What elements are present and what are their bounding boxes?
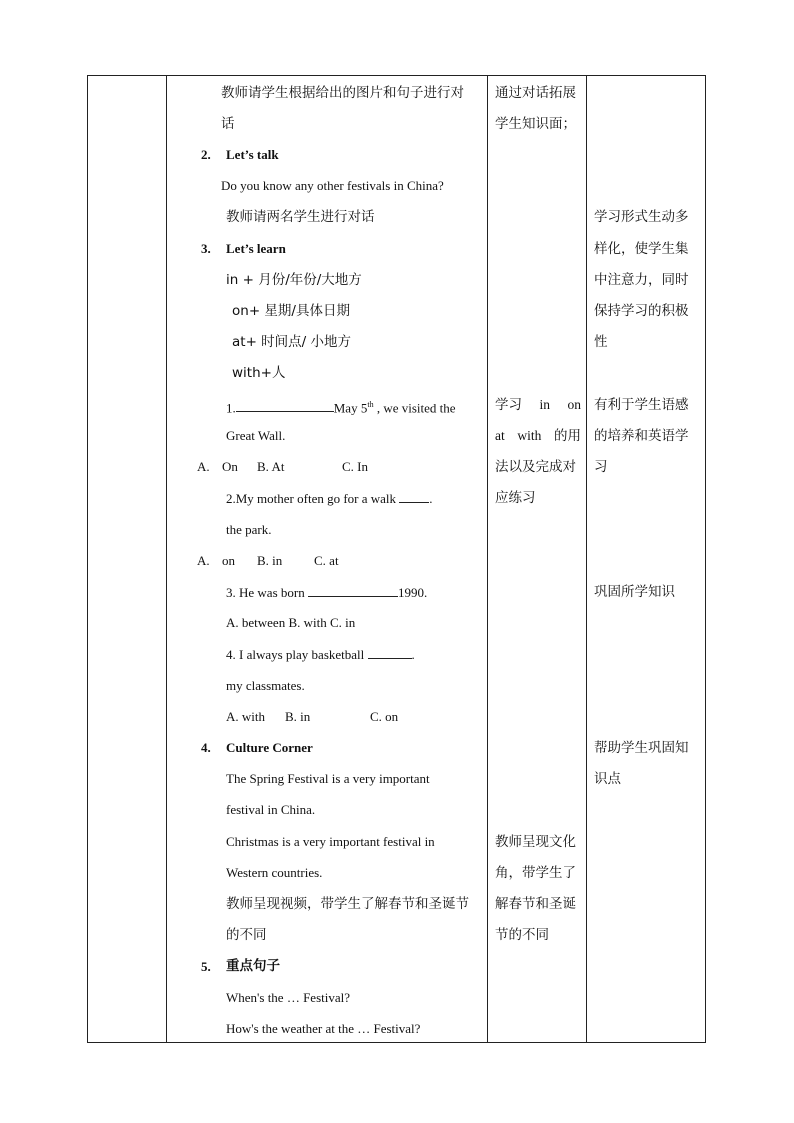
exercise-4-option-c: C. on <box>370 709 399 724</box>
column-divider-2 <box>487 75 488 1043</box>
section-5-number: 5. <box>201 959 211 974</box>
exercise-1-option-a: On <box>222 459 238 474</box>
exercise-2-line-2: the park. <box>226 522 272 537</box>
culture-line-5: 教师呈现视频，带学生了解春节和圣诞节 <box>226 896 469 912</box>
key-sentence-1: When's the … Festival? <box>226 990 351 1005</box>
key-sentence-2: How's the weather at the … Festival? <box>226 1021 421 1036</box>
answer-blank-2 <box>399 490 429 503</box>
exercise-4-option-a: A. with <box>226 709 265 724</box>
exercise-2-option-a-letter: A. <box>197 553 210 568</box>
purpose-c-line-4: 节的不同 <box>495 927 549 943</box>
talk-note: 教师请两名学生进行对话 <box>226 209 375 225</box>
rule-in: in + 月份/年份/大地方 <box>226 272 362 288</box>
purpose-c-line-2: 角，带学生了 <box>495 865 576 881</box>
exercise-2-option-c: C. at <box>314 553 339 568</box>
purpose-a-line-1: 通过对话拓展 <box>495 85 576 101</box>
exercise-1-option-c: C. In <box>342 459 368 474</box>
purpose-c-line-1: 教师呈现文化 <box>495 834 576 850</box>
section-2-title: Let’s talk <box>226 147 279 162</box>
purpose-b-line-4: 应练习 <box>495 490 536 506</box>
rule-at: at+ 时间点/ 小地方 <box>232 334 352 350</box>
intent-c-line-1: 巩固所学知识 <box>594 584 675 600</box>
exercise-3: 3. He was born 1990. <box>226 585 428 600</box>
exercise-2-option-b: B. in <box>257 553 283 568</box>
intent-d-line-1: 帮助学生巩固知 <box>594 740 689 756</box>
intro-line-1: 教师请学生根据给出的图片和句子进行对 <box>221 85 464 101</box>
column-divider-3 <box>586 75 587 1043</box>
answer-blank-3 <box>308 584 398 597</box>
intent-a-line-3: 中注意力，同时 <box>594 272 689 288</box>
intent-a-line-4: 保持学习的积极 <box>594 303 689 319</box>
intro-line-2: 话 <box>221 116 235 132</box>
culture-line-4: Western countries. <box>226 865 323 880</box>
purpose-c-line-3: 解春节和圣诞 <box>495 896 576 912</box>
intent-a-line-1: 学习形式生动多 <box>594 209 689 225</box>
answer-blank-1 <box>236 399 334 412</box>
intent-b-line-2: 的培养和英语学 <box>594 428 689 444</box>
exercise-1-option-a-letter: A. <box>197 459 210 474</box>
exercise-2-option-a: on <box>222 553 235 568</box>
exercise-1-line-2: Great Wall. <box>226 428 286 443</box>
culture-line-2: festival in China. <box>226 802 316 817</box>
section-5-title: 重点句子 <box>226 958 280 974</box>
answer-blank-4 <box>368 646 412 659</box>
purpose-a-line-2: 学生知识面； <box>495 116 576 132</box>
talk-question: Do you know any other festivals in China? <box>221 178 444 193</box>
section-3-number: 3. <box>201 241 211 256</box>
exercise-2: 2.My mother often go for a walk . <box>226 491 433 506</box>
section-4-title: Culture Corner <box>226 740 313 755</box>
culture-line-3: Christmas is a very important festival in <box>226 834 435 849</box>
intent-a-line-5: 性 <box>594 334 608 350</box>
exercise-3-options: A. between B. with C. in <box>226 615 356 630</box>
intent-b-line-1: 有利于学生语感 <box>594 397 689 413</box>
exercise-4-line-2: my classmates. <box>226 678 305 693</box>
culture-line-1: The Spring Festival is a very important <box>226 771 430 786</box>
column-divider-1 <box>166 75 167 1043</box>
section-2-number: 2. <box>201 147 211 162</box>
exercise-1: 1. May 5th , we visited the <box>226 400 456 416</box>
purpose-b-line-2: at with 的用 <box>495 428 581 444</box>
intent-a-line-2: 样化，使学生集 <box>594 241 689 257</box>
exercise-4-option-b: B. in <box>285 709 311 724</box>
section-3-title: Let’s learn <box>226 241 286 256</box>
culture-line-6: 的不同 <box>226 927 267 943</box>
exercise-1-option-b: B. At <box>257 459 285 474</box>
section-4-number: 4. <box>201 740 211 755</box>
purpose-b-line-1: 学习 in on <box>495 397 581 413</box>
purpose-b-line-3: 法以及完成对 <box>495 459 576 475</box>
rule-with: with+人 <box>232 365 286 381</box>
intent-d-line-2: 识点 <box>594 771 621 787</box>
rule-on: on+ 星期/具体日期 <box>232 303 350 319</box>
exercise-4: 4. I always play basketball . <box>226 647 415 662</box>
intent-b-line-3: 习 <box>594 459 608 475</box>
